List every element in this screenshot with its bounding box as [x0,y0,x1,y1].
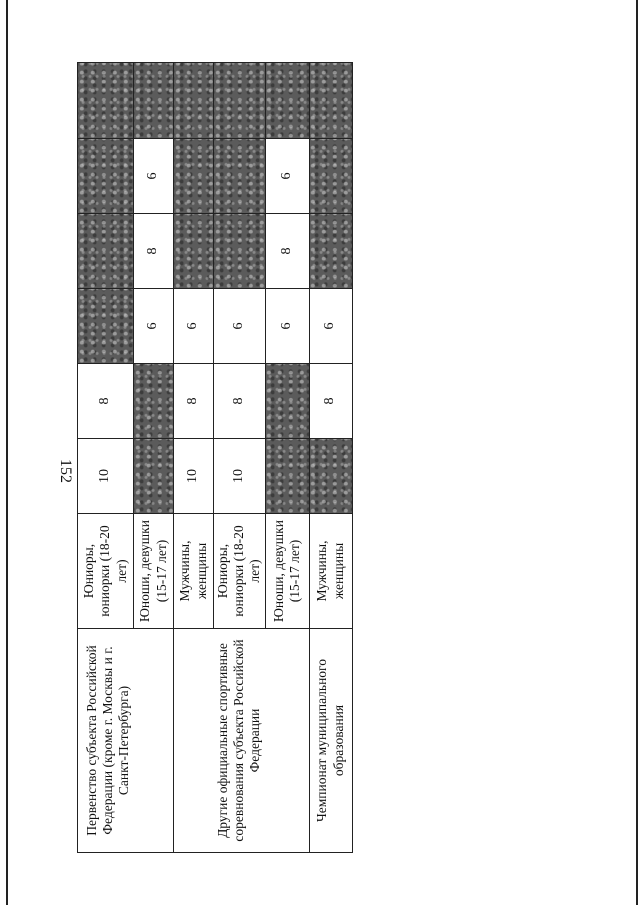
age-group-cell: Юниоры, юниорки (18-20 лет) [78,514,134,629]
competition-name-cell: Другие официальные спортивные соревнования субъекта Российской Федерации [214,629,266,853]
competition-name-cell: Первенство субъекта Российской Федерации (кроме г. Москвы и г. Санкт-Петербурга) [78,629,134,853]
competition-name-cell-blank [174,629,214,853]
table-frame [77,63,346,853]
table-row [265,63,309,853]
rotated-table-container [77,63,346,853]
age-group-cell: Юноши, девушки (15-17 лет) [134,514,174,629]
shaded-cell [309,214,352,289]
shaded-cell [78,214,134,289]
points-cell: 8 [134,214,174,289]
points-cell: 6 [134,289,174,364]
points-cell: 10 [78,439,134,514]
table-row [309,63,352,853]
shaded-cell [214,139,266,214]
shaded-cell [309,439,352,514]
points-cell: 10 [214,439,266,514]
shaded-cell [78,289,134,364]
age-group-cell: Юноши, девушки (15-17 лет) [265,514,309,629]
table-row [214,63,266,853]
points-cell: 6 [174,289,214,364]
shaded-cell [214,63,266,139]
competition-points-table [77,62,353,853]
shaded-cell [174,214,214,289]
document-page [6,0,638,905]
table-row [174,63,214,853]
age-group-cell: Мужчины, женщины [174,514,214,629]
shaded-cell [134,63,174,139]
competition-name-cell-continued [134,629,174,853]
shaded-cell [309,139,352,214]
shaded-cell [265,439,309,514]
points-cell: 6 [134,139,174,214]
points-cell: 8 [78,364,134,439]
points-cell: 8 [265,214,309,289]
shaded-cell [174,63,214,139]
competition-name-cell: Чемпионат муниципального образования [309,629,352,853]
shaded-cell [309,63,352,139]
shaded-cell [265,63,309,139]
points-cell: 6 [214,289,266,364]
points-cell: 8 [309,364,352,439]
shaded-cell [78,63,134,139]
points-cell: 6 [309,289,352,364]
points-cell: 6 [265,139,309,214]
competition-name-cell-continued [265,629,309,853]
shaded-cell [214,214,266,289]
table-row [134,63,174,853]
shaded-cell [265,364,309,439]
points-cell: 10 [174,439,214,514]
points-cell: 8 [174,364,214,439]
shaded-cell [174,139,214,214]
points-cell: 6 [265,289,309,364]
shaded-cell [134,364,174,439]
page-number: 152 [57,459,74,483]
shaded-cell [78,139,134,214]
age-group-cell: Юниоры, юниорки (18-20 лет) [214,514,266,629]
table-row [78,63,134,853]
age-group-cell: Мужчины, женщины [309,514,352,629]
shaded-cell [134,439,174,514]
points-cell: 8 [214,364,266,439]
